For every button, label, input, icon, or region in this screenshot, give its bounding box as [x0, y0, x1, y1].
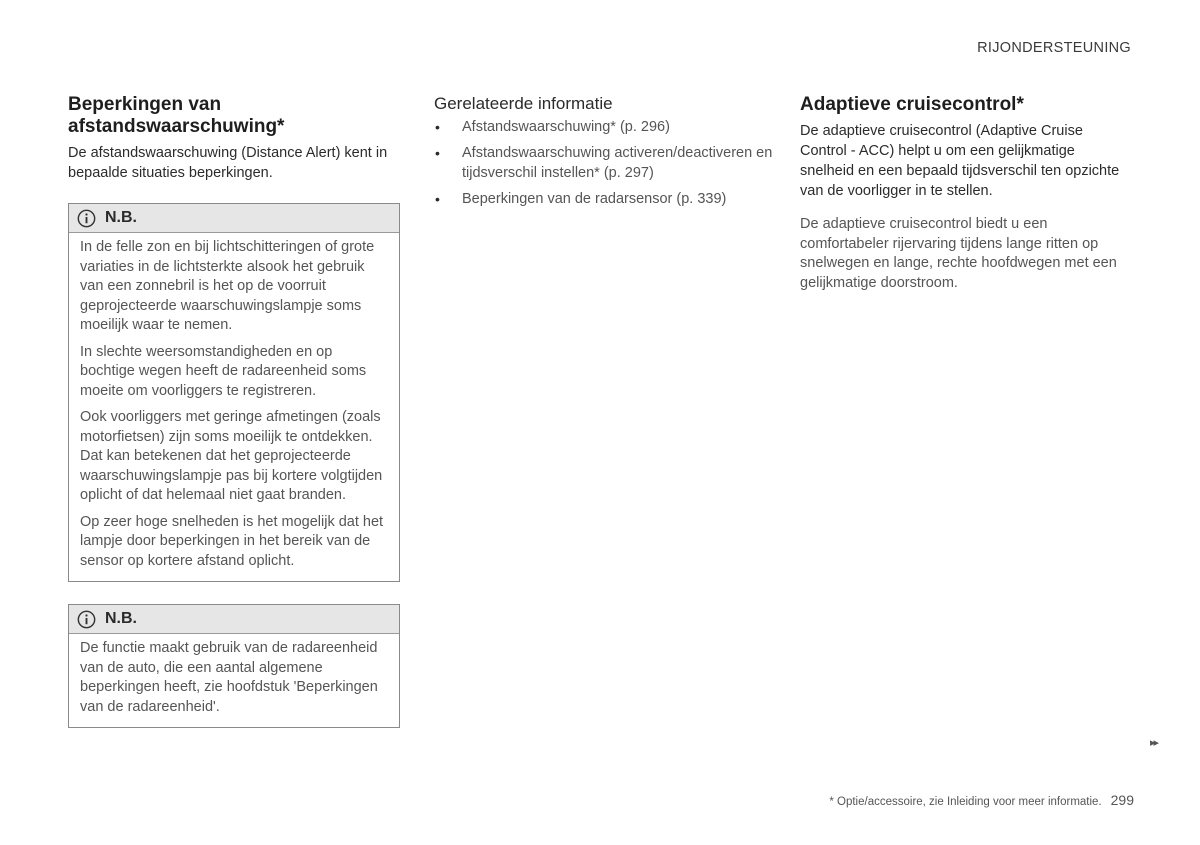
- column-left: [68, 94, 400, 728]
- section-title-acc: Adaptieve cruisecontrol*: [800, 94, 1024, 115]
- continue-arrow-icon: ▸▸: [1150, 737, 1158, 749]
- column-right: [800, 94, 1132, 293]
- page-footer: [829, 792, 1134, 808]
- related-link-text: Afstandswaarschuwing* (p. 296): [462, 119, 670, 135]
- note-title: N.B.: [105, 610, 137, 627]
- section-title-distance-alert-limits: Beperkingen van afstandswaarschuwing*: [68, 94, 285, 137]
- info-circle-icon: [77, 209, 96, 228]
- note-paragraph: De functie maakt gebruik van de radareenheid van de auto, die een aantal algemene beperkingen heeft, zie hoofdstuk 'Beperkingen van de radareenheid'.: [80, 640, 378, 715]
- note-paragraph: Op zeer hoge snelheden is het mogelijk dat het lampje door beperkingen in het bereik van de sensor op kortere afstand oplicht.: [80, 513, 384, 569]
- section-lead: De afstandswaarschuwing (Distance Alert) kent in bepaalde situaties beperkingen.: [68, 145, 388, 181]
- related-link-text: Afstandswaarschuwing activeren/deactiveren en tijdsverschil instellen* (p. 297): [462, 145, 773, 181]
- note-box: [68, 203, 400, 582]
- related-link[interactable]: [434, 117, 774, 137]
- note-paragraph: In slechte weersomstandigheden en op bochtige wegen heeft de radareenheid soms moeite om voorliggers te registreren.: [80, 343, 367, 399]
- note-body: [69, 233, 399, 581]
- note-header: [69, 204, 399, 233]
- page-number: 299: [1110, 792, 1134, 808]
- related-link-text: Beperkingen van de radarsensor (p. 339): [462, 191, 727, 207]
- note-header: [69, 605, 399, 634]
- info-circle-icon: [77, 610, 96, 629]
- footnote: * Optie/accessoire, zie Inleiding voor meer informatie.: [829, 796, 1102, 808]
- note-paragraph: In de felle zon en bij lichtschitteringen of grote variaties in de lichtsterkte alsook het gebruik van een zonnebril is het op de voorruit geprojecteerde waarschuwingslampje soms moeilijk waar te nemen.: [80, 239, 375, 333]
- note-box: [68, 604, 400, 728]
- note-paragraph: Ook voorliggers met geringe afmetingen (zoals motorfietsen) zijn soms moeilijk te ontdekken. Dat kan betekenen dat het geprojecteerde waarschuwingslampje pas bij kortere volgtijden oplicht of dat helemaal niet gaat branden.: [80, 409, 383, 503]
- column-middle: [434, 94, 774, 215]
- note-body: [69, 634, 399, 727]
- related-link[interactable]: [434, 189, 774, 209]
- section-header: RIJONDERSTEUNING: [977, 40, 1131, 56]
- bullet-icon: •: [435, 191, 440, 207]
- bullet-icon: •: [435, 145, 440, 161]
- related-info-list: [434, 117, 774, 209]
- related-link[interactable]: [434, 143, 774, 183]
- bullet-icon: •: [435, 119, 440, 135]
- related-info-title: Gerelateerde informatie: [434, 94, 613, 113]
- note-title: N.B.: [105, 209, 137, 226]
- section-lead: De adaptieve cruisecontrol (Adaptive Cruise Control - ACC) helpt u om een gelijkmatige snelheid en een bepaald tijdsverschil ten opzichte van de voorligger in te stellen.: [800, 123, 1120, 199]
- section-body: De adaptieve cruisecontrol biedt u een comfortabeler rijervaring tijdens lange ritten op snelwegen en lange, rechte hoofdwegen met een gelijkmatige doorstroom.: [800, 216, 1117, 291]
